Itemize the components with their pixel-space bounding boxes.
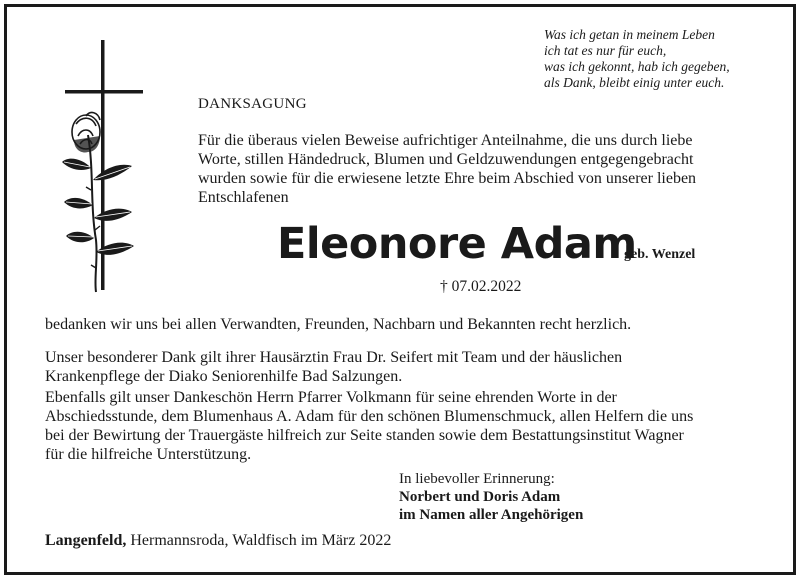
place-main: Langenfeld, — [45, 532, 127, 549]
place-rest: Hermannsroda, Waldfisch im März 2022 — [126, 532, 392, 549]
poem-line: was ich gekonnt, hab ich gegeben, — [544, 59, 730, 74]
paragraph-line: Abschiedsstunde, dem Blumenhaus A. Adam für den schönen Blumenschmuck, allen Helfern die uns — [45, 408, 694, 425]
poem-line: ich tat es nur für euch, — [544, 43, 667, 58]
signature-block — [399, 470, 583, 524]
cross-with-rose-icon — [60, 40, 150, 300]
paragraph-line: Krankenpflege der Diako Seniorenhilfe Bad Salzungen. — [45, 368, 403, 385]
poem-line: als Dank, bleibt einig unter euch. — [544, 75, 725, 90]
poem — [544, 27, 784, 91]
heading-danksagung: DANKSAGUNG — [198, 96, 307, 112]
paragraph-line: bedanken wir uns bei allen Verwandten, Freunden, Nachbarn und Bekannten recht herzlich. — [45, 316, 632, 333]
intro-line: wurden sowie für die erwiesene letzte Ehre beim Abschied von unserer lieben — [198, 170, 697, 187]
intro-paragraph — [198, 131, 778, 207]
thanks-paragraph-3 — [45, 388, 765, 464]
poem-line: Was ich getan in meinem Leben — [544, 27, 715, 42]
signature-names: Norbert und Doris Adam — [399, 489, 561, 505]
paragraph-line: Unser besonderer Dank gilt ihrer Hausärztin Frau Dr. Seifert mit Team und der häuslichen — [45, 349, 623, 366]
intro-line: Entschlafenen — [198, 189, 289, 206]
intro-line: Worte, stillen Händedruck, Blumen und Geldzuwendungen entgegengebracht — [198, 151, 694, 168]
thanks-paragraph-2 — [45, 348, 765, 386]
intro-line: Für die überaus vielen Beweise aufrichtiger Anteilnahme, die uns durch liebe — [198, 132, 693, 149]
maiden-name: geb. Wenzel — [624, 247, 696, 262]
deceased-name: Eleonore Adam — [277, 219, 637, 269]
thanks-paragraph-1 — [45, 315, 765, 334]
death-date: † 07.02.2022 — [440, 278, 522, 295]
paragraph-line: für die hilfreiche Unterstützung. — [45, 446, 252, 463]
place-and-date — [45, 532, 391, 550]
paragraph-line: Ebenfalls gilt unser Dankeschön Herrn Pfarrer Volkmann für seine ehrenden Worte in der — [45, 389, 617, 406]
signature-family: im Namen aller Angehörigen — [399, 507, 584, 523]
signature-intro: In liebevoller Erinnerung: — [399, 471, 555, 487]
paragraph-line: bei der Bewirtung der Trauergäste hilfreich zur Seite standen sowie dem Bestattungsinstitut Wagner — [45, 427, 684, 444]
